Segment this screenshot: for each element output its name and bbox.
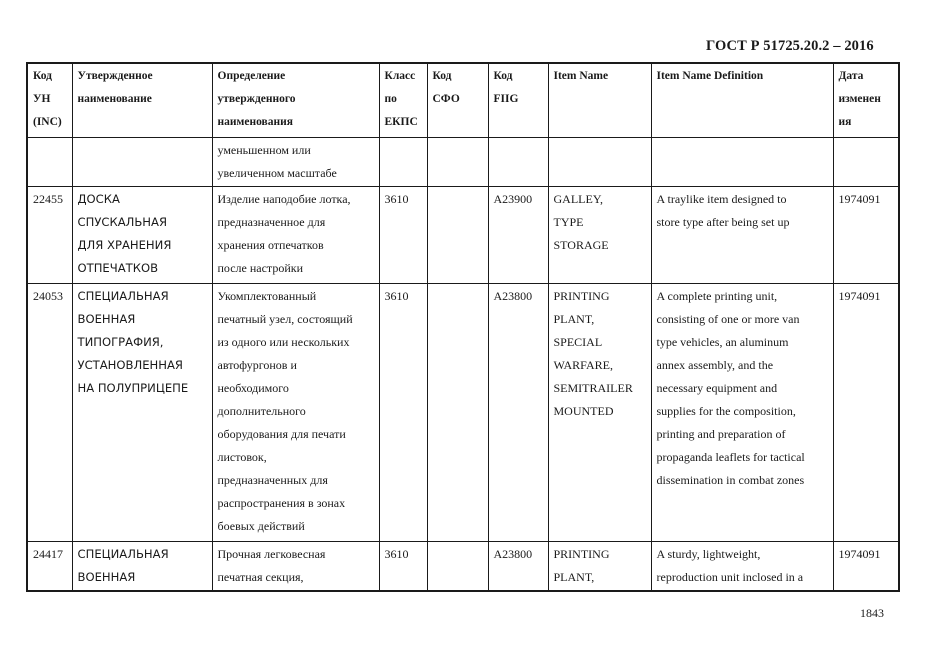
cell-text: MOUNTED [553,403,614,418]
header-text: Утвержденное [77,70,153,82]
cell-text: 22455 [33,191,63,206]
header-text: Код [493,70,513,82]
cell-text: предназначенное для [217,214,326,229]
date-cell [833,137,899,186]
cell-text: A sturdy, lightweight, [656,546,761,561]
cell-text: НА ПОЛУПРИЦЕПЕ [77,380,189,395]
class-cell [379,283,427,541]
cell-text: A traylike item designed to [656,191,787,206]
page-number: 1843 [860,606,884,620]
header-text: утвержденного [217,93,296,105]
item-name-table [26,62,900,592]
cell-text: после настройки [217,260,303,275]
sfo-cell [427,137,488,186]
fiig-cell [488,186,548,283]
header-text: (INC) [33,116,62,128]
item-name-cell [548,137,651,186]
item-definition-cell [651,541,833,591]
header-text: Класс [384,70,416,82]
header-text: Определение [217,70,286,82]
cell-text: A23800 [493,288,533,303]
cell-text: дополнительного [217,403,306,418]
class-cell [379,186,427,283]
table-row [27,541,899,591]
header-text: Item Name Definition [656,70,764,82]
cell-text: ВОЕННАЯ [77,569,136,584]
fiig-cell [488,541,548,591]
cell-text: ВОЕННАЯ [77,311,136,326]
cell-text: WARFARE, [553,357,613,372]
cell-text: предназначенных для [217,472,328,487]
cell-text: ДОСКА [77,191,120,206]
cell-text: увеличенном масштабе [217,165,337,180]
cell-text: Изделие наподобие лотка, [217,191,351,206]
cell-text: оборудования для печати [217,426,346,441]
item-definition-cell [651,186,833,283]
column-header-approved-name [72,63,212,137]
cell-text: из одного или нескольких [217,334,350,349]
cell-text: ОТПЕЧАТКОВ [77,260,159,275]
inc-cell [27,137,72,186]
item-name-cell [548,186,651,283]
definition-cell [212,137,379,186]
column-header-definition [212,63,379,137]
cell-text: уменьшенном или [217,142,311,157]
cell-text: PLANT, [553,569,595,584]
cell-text: СПЕЦИАЛЬНАЯ [77,546,169,561]
cell-text: reproduction unit inclosed in a [656,569,804,584]
table-row [27,186,899,283]
cell-text: 1974091 [838,546,881,561]
cell-text: Прочная легковесная [217,546,326,561]
class-cell [379,541,427,591]
cell-text: СПУСКАЛЬНАЯ [77,214,168,229]
cell-text: 24053 [33,288,63,303]
cell-text: печатный узел, состоящий [217,311,353,326]
cell-text: автофургонов и [217,357,297,372]
header-text: Код [33,70,53,82]
cell-text: 3610 [384,288,409,303]
table-row [27,137,899,186]
header-text: ия [838,116,852,128]
inc-cell [27,186,72,283]
table-body [27,137,899,591]
column-header-class [379,63,427,137]
cell-text: printing and preparation of [656,426,786,441]
header-text: FIIG [493,93,519,105]
cell-text: СПЕЦИАЛЬНАЯ [77,288,169,303]
cell-text: 3610 [384,191,409,206]
cell-text: листовок, [217,449,267,464]
cell-text: 24417 [33,546,63,561]
approved-name-cell [72,283,212,541]
header-text: Item Name [553,70,609,82]
cell-text: хранения отпечатков [217,237,324,252]
cell-text: PLANT, [553,311,595,326]
inc-cell [27,283,72,541]
cell-text: необходимого [217,380,289,395]
cell-text: PRINTING [553,288,610,303]
cell-text: 1974091 [838,288,881,303]
cell-text: Укомплектованный [217,288,317,303]
cell-text: TYPE [553,214,584,229]
table-row [27,283,899,541]
header-text: по [384,93,397,105]
header-text: СФО [432,93,460,105]
column-header-sfo [427,63,488,137]
approved-name-cell [72,186,212,283]
column-header-inc [27,63,72,137]
cell-text: dissemination in combat zones [656,472,805,487]
inc-cell [27,541,72,591]
cell-text: propaganda leaflets for tactical [656,449,805,464]
cell-text: 3610 [384,546,409,561]
column-header-date [833,63,899,137]
cell-text: STORAGE [553,237,609,252]
column-header-item-definition [651,63,833,137]
cell-text: A complete printing unit, [656,288,778,303]
cell-text: боевых действий [217,518,305,533]
item-name-cell [548,283,651,541]
column-header-item-name [548,63,651,137]
header-text: изменен [838,93,881,105]
cell-text: necessary equipment and [656,380,778,395]
header-text: наименование [77,93,152,105]
column-header-fiig [488,63,548,137]
sfo-cell [427,541,488,591]
approved-name-cell [72,541,212,591]
fiig-cell [488,137,548,186]
header-text: Код [432,70,452,82]
document-title: ГОСТ Р 51725.20.2 – 2016 [706,38,874,54]
fiig-cell [488,283,548,541]
definition-cell [212,283,379,541]
sfo-cell [427,283,488,541]
cell-text: consisting of one or more van [656,311,800,326]
cell-text: PRINTING [553,546,610,561]
cell-text: annex assembly, and the [656,357,774,372]
cell-text: ДЛЯ ХРАНЕНИЯ [77,237,172,252]
sfo-cell [427,186,488,283]
cell-text: распространения в зонах [217,495,346,510]
date-cell [833,283,899,541]
definition-cell [212,541,379,591]
cell-text: A23900 [493,191,533,206]
cell-text: A23800 [493,546,533,561]
item-definition-cell [651,283,833,541]
cell-text: supplies for the composition, [656,403,796,418]
date-cell [833,186,899,283]
table-header-row [27,63,899,137]
date-cell [833,541,899,591]
cell-text: type vehicles, an aluminum [656,334,789,349]
header-text: наименования [217,116,293,128]
header-text: Дата [838,70,864,82]
item-definition-cell [651,137,833,186]
cell-text: store type after being set up [656,214,790,229]
item-name-cell [548,541,651,591]
cell-text: GALLEY, [553,191,603,206]
definition-cell [212,186,379,283]
cell-text: 1974091 [838,191,881,206]
cell-text: УСТАНОВЛЕННАЯ [77,357,183,372]
class-cell [379,137,427,186]
cell-text: SEMITRAILER [553,380,633,395]
header-text: ЕКПС [384,116,418,128]
cell-text: печатная секция, [217,569,304,584]
approved-name-cell [72,137,212,186]
header-text: УН [33,93,51,105]
cell-text: SPECIAL [553,334,603,349]
cell-text: ТИПОГРАФИЯ, [77,334,164,349]
